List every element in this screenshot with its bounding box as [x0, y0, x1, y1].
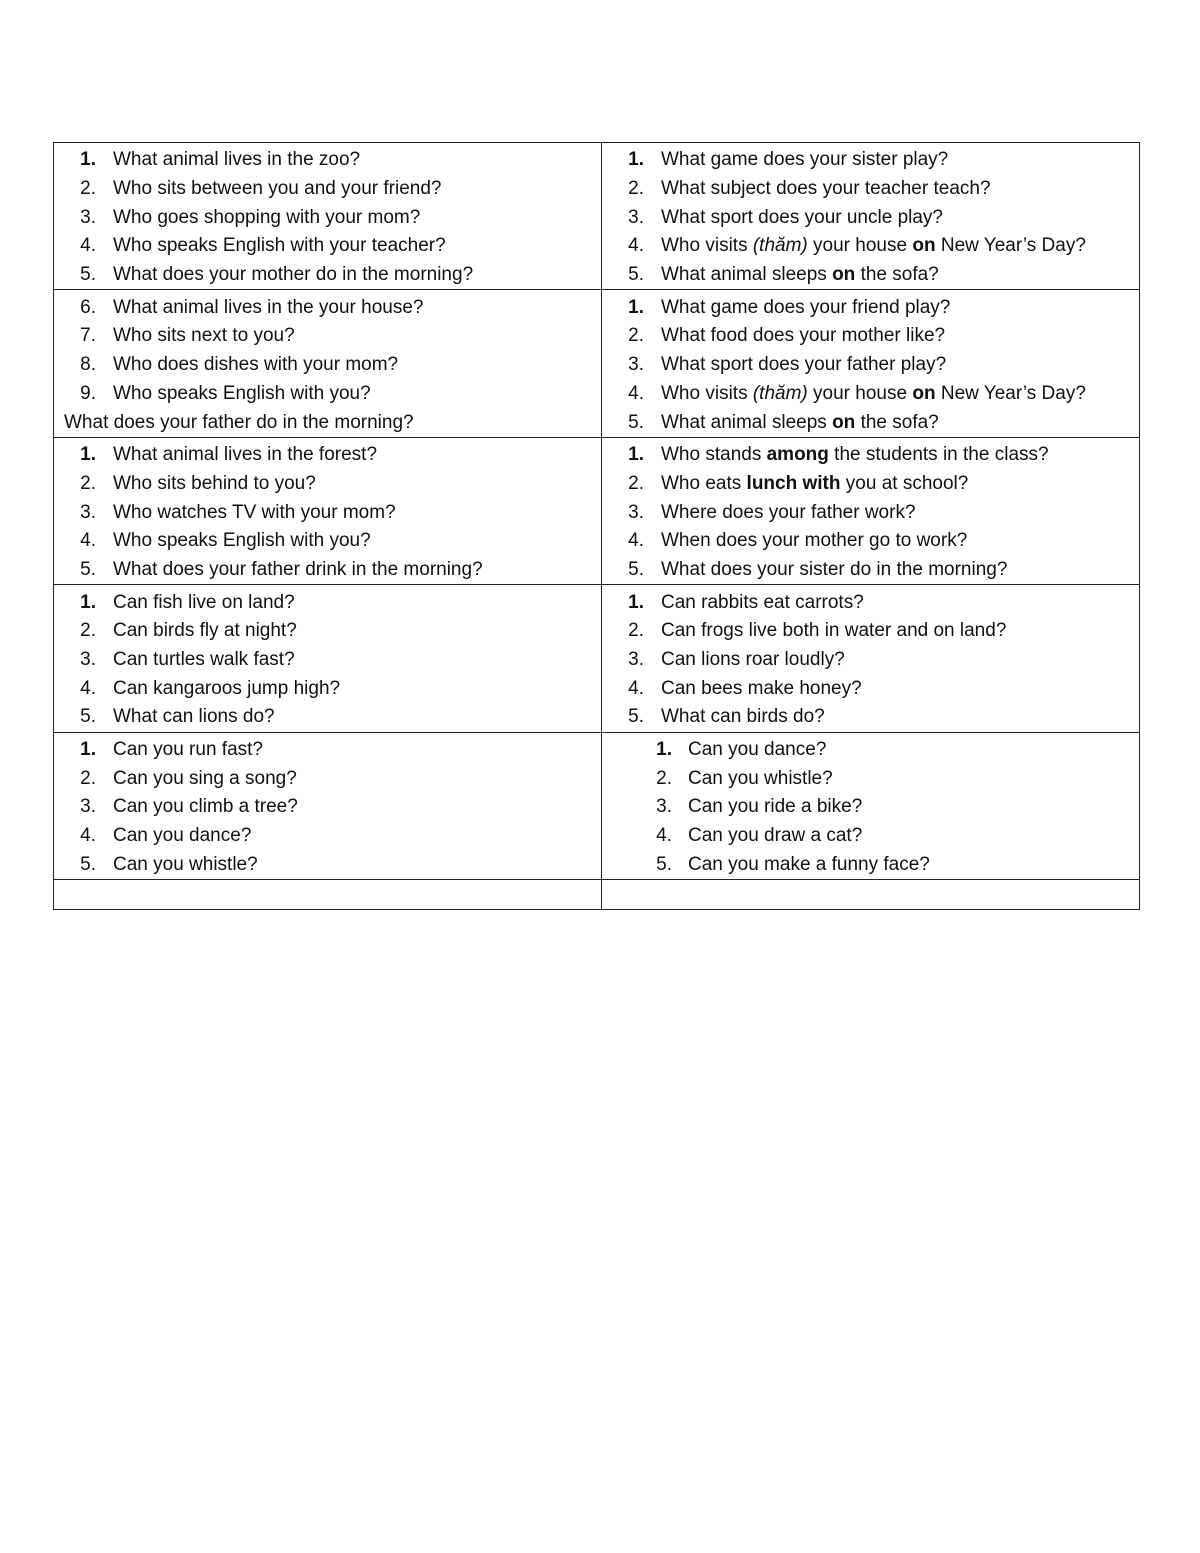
question-text-part: among — [766, 444, 829, 466]
question-item — [54, 322, 601, 351]
question-item — [602, 351, 1139, 380]
question-item — [54, 408, 601, 437]
question-item — [54, 646, 601, 675]
question-item — [54, 588, 601, 617]
question-number: 2. — [628, 620, 644, 642]
question-cell-left — [54, 143, 602, 290]
question-item — [54, 674, 601, 703]
question-item — [602, 527, 1139, 556]
question-text: Can frogs live both in water and on land? — [661, 620, 1007, 642]
table-row — [54, 437, 1140, 584]
question-item — [602, 822, 1139, 851]
question-item — [602, 703, 1139, 732]
question-item — [54, 380, 601, 409]
question-text: Can fish live on land? — [113, 591, 295, 613]
question-text — [661, 264, 939, 286]
question-text: Can kangaroos jump high? — [113, 677, 341, 699]
question-item — [54, 617, 601, 646]
question-item — [54, 203, 601, 232]
question-text-part: the sofa? — [855, 411, 939, 433]
question-item — [54, 793, 601, 822]
question-text-part: New Year’s Day? — [935, 235, 1086, 257]
question-item — [602, 764, 1139, 793]
question-text: Can you run fast? — [113, 739, 263, 761]
question-text: Who speaks English with you? — [113, 530, 371, 552]
question-number: 1. — [628, 149, 644, 171]
question-item — [602, 408, 1139, 437]
question-number: 4. — [80, 825, 96, 847]
question-cell-right — [602, 437, 1140, 584]
question-text: Can you ride a bike? — [688, 796, 863, 818]
question-text: When does your mother go to work? — [661, 530, 968, 552]
question-item — [602, 588, 1139, 617]
question-text: What game does your sister play? — [661, 149, 949, 171]
question-item — [54, 764, 601, 793]
question-number: 2. — [656, 767, 672, 789]
question-number: 3. — [80, 206, 96, 228]
question-item — [602, 617, 1139, 646]
question-text: Can you whistle? — [113, 853, 258, 875]
question-item — [54, 351, 601, 380]
question-item — [602, 674, 1139, 703]
question-number: 5. — [628, 558, 644, 580]
question-text: Can turtles walk fast? — [113, 649, 295, 671]
question-item — [54, 822, 601, 851]
question-text-part: on — [912, 235, 936, 257]
question-text-part: Who eats — [661, 472, 747, 494]
question-text: Can birds fly at night? — [113, 620, 297, 642]
question-item — [54, 261, 601, 290]
question-text: Can bees make honey? — [661, 677, 862, 699]
question-item — [602, 441, 1139, 470]
question-text: What animal lives in the your house? — [113, 296, 424, 318]
question-text-part: Who stands — [661, 444, 767, 466]
question-number: 5. — [80, 558, 96, 580]
question-text: Can you whistle? — [688, 767, 833, 789]
question-item — [54, 527, 601, 556]
question-number: 3. — [628, 354, 644, 376]
question-cell-right — [602, 290, 1140, 437]
question-item — [54, 703, 601, 732]
question-item — [602, 203, 1139, 232]
question-number: 5. — [628, 411, 644, 433]
question-number: 1. — [628, 591, 644, 613]
question-number: 5. — [80, 853, 96, 875]
question-text-part: Who visits — [661, 382, 753, 404]
question-text — [661, 473, 968, 495]
question-text: Can you climb a tree? — [113, 796, 298, 818]
table-row — [54, 290, 1140, 437]
question-item — [54, 175, 601, 204]
question-number: 1. — [628, 444, 644, 466]
question-cell-left — [54, 732, 602, 879]
question-item — [602, 736, 1139, 765]
question-item — [602, 261, 1139, 290]
question-item — [602, 556, 1139, 585]
question-cell-right — [602, 585, 1140, 732]
question-number: 2. — [628, 325, 644, 347]
question-text: Who sits between you and your friend? — [113, 178, 442, 200]
question-text-part: with — [802, 472, 841, 494]
empty-cell-right — [602, 880, 1140, 910]
question-text-part: you at school? — [840, 472, 969, 494]
question-number: 5. — [628, 706, 644, 728]
question-text: What can birds do? — [661, 706, 825, 728]
question-item — [54, 293, 601, 322]
question-text: What sport does your uncle play? — [661, 206, 943, 228]
question-item — [602, 851, 1139, 880]
question-number: 5. — [628, 264, 644, 286]
question-number: 1. — [80, 149, 96, 171]
question-number: 1. — [80, 739, 96, 761]
question-text-part: your house — [807, 235, 913, 257]
question-number: 3. — [628, 649, 644, 671]
question-item — [602, 470, 1139, 499]
question-text: Where does your father work? — [661, 501, 916, 523]
question-number: 4. — [628, 530, 644, 552]
question-text: Can lions roar loudly? — [661, 649, 845, 671]
question-text: Can you make a funny face? — [688, 853, 930, 875]
question-item — [602, 175, 1139, 204]
question-number: 5. — [656, 853, 672, 875]
question-text: Who sits next to you? — [113, 325, 295, 347]
table-row — [54, 732, 1140, 879]
question-item — [602, 793, 1139, 822]
question-item — [54, 232, 601, 261]
question-text-part: the students in the class? — [828, 444, 1049, 466]
question-item — [54, 498, 601, 527]
question-number: 5. — [80, 706, 96, 728]
question-item — [54, 470, 601, 499]
question-item — [602, 380, 1139, 409]
question-text-part: the sofa? — [855, 264, 939, 286]
question-number: 3. — [80, 501, 96, 523]
question-number: 1. — [80, 444, 96, 466]
question-text: Can rabbits eat carrots? — [661, 591, 864, 613]
question-text-part: on — [912, 382, 936, 404]
question-number: 1. — [656, 739, 672, 761]
question-text: Can you dance? — [688, 739, 827, 761]
table-row — [54, 585, 1140, 732]
question-text: What can lions do? — [113, 706, 275, 728]
question-number: 3. — [80, 649, 96, 671]
question-cell-left — [54, 585, 602, 732]
question-text: Who goes shopping with your mom? — [113, 206, 421, 228]
question-item — [602, 322, 1139, 351]
question-cell-left — [54, 290, 602, 437]
question-number: 1. — [628, 296, 644, 318]
question-text-part: Who visits — [661, 235, 753, 257]
question-number: 2. — [628, 178, 644, 200]
question-text — [661, 235, 1086, 257]
question-text: Can you dance? — [113, 825, 252, 847]
question-number: 8. — [80, 354, 96, 376]
empty-table-row — [54, 880, 1140, 910]
question-text-part: (thăm) — [752, 382, 808, 404]
question-text: What does your mother do in the morning? — [113, 264, 474, 286]
question-text-part: What animal sleeps — [661, 411, 833, 433]
question-number: 4. — [80, 235, 96, 257]
question-item — [602, 232, 1139, 261]
question-number: 4. — [628, 382, 644, 404]
question-text: Who watches TV with your mom? — [113, 501, 396, 523]
question-number: 4. — [656, 825, 672, 847]
question-number: 2. — [80, 620, 96, 642]
question-text: What does your father do in the morning? — [64, 411, 414, 433]
question-text-part: your house — [807, 382, 913, 404]
question-text: What animal lives in the forest? — [113, 444, 378, 466]
question-text — [661, 383, 1086, 405]
question-number: 4. — [628, 235, 644, 257]
question-text: Who does dishes with your mom? — [113, 354, 399, 376]
question-text: What does your father drink in the morning? — [113, 558, 483, 580]
question-item — [602, 646, 1139, 675]
question-number: 6. — [80, 296, 96, 318]
question-text-part: lunch — [746, 472, 798, 494]
question-number: 1. — [80, 591, 96, 613]
question-number: 4. — [80, 677, 96, 699]
question-text-part: on — [832, 411, 856, 433]
question-text-part: (thăm) — [752, 235, 808, 257]
question-item — [54, 556, 601, 585]
question-table-body — [54, 143, 1140, 910]
question-text-part: What animal sleeps — [661, 264, 833, 286]
question-text: What sport does your father play? — [661, 354, 947, 376]
empty-cell-left — [54, 880, 602, 910]
question-number: 3. — [628, 501, 644, 523]
question-number: 4. — [628, 677, 644, 699]
question-number: 5. — [80, 264, 96, 286]
question-item — [54, 441, 601, 470]
question-text — [661, 444, 1049, 466]
question-item — [54, 146, 601, 175]
question-text: Who speaks English with your teacher? — [113, 235, 446, 257]
question-number: 2. — [628, 472, 644, 494]
question-table — [53, 142, 1140, 910]
question-number: 3. — [80, 796, 96, 818]
question-text: What subject does your teacher teach? — [661, 178, 991, 200]
question-text: Can you sing a song? — [113, 767, 297, 789]
question-item — [54, 851, 601, 880]
question-number: 7. — [80, 325, 96, 347]
question-number: 3. — [628, 206, 644, 228]
question-text: Who speaks English with you? — [113, 382, 371, 404]
question-text-part: on — [832, 264, 856, 286]
question-item — [602, 293, 1139, 322]
question-number: 2. — [80, 767, 96, 789]
question-text: What game does your friend play? — [661, 296, 951, 318]
question-cell-left — [54, 437, 602, 584]
question-text: What does your sister do in the morning? — [661, 558, 1008, 580]
question-number: 3. — [656, 796, 672, 818]
question-text — [661, 412, 939, 434]
question-number: 2. — [80, 178, 96, 200]
question-item — [602, 498, 1139, 527]
table-row — [54, 143, 1140, 290]
question-item — [54, 736, 601, 765]
question-number: 2. — [80, 472, 96, 494]
question-text: What food does your mother like? — [661, 325, 946, 347]
question-text-part: New Year’s Day? — [935, 382, 1086, 404]
question-text: What animal lives in the zoo? — [113, 149, 361, 171]
question-number: 9. — [80, 382, 96, 404]
question-number: 4. — [80, 530, 96, 552]
question-cell-right — [602, 143, 1140, 290]
question-cell-right — [602, 732, 1140, 879]
question-item — [602, 146, 1139, 175]
question-text: Can you draw a cat? — [688, 825, 863, 847]
question-text: Who sits behind to you? — [113, 472, 316, 494]
